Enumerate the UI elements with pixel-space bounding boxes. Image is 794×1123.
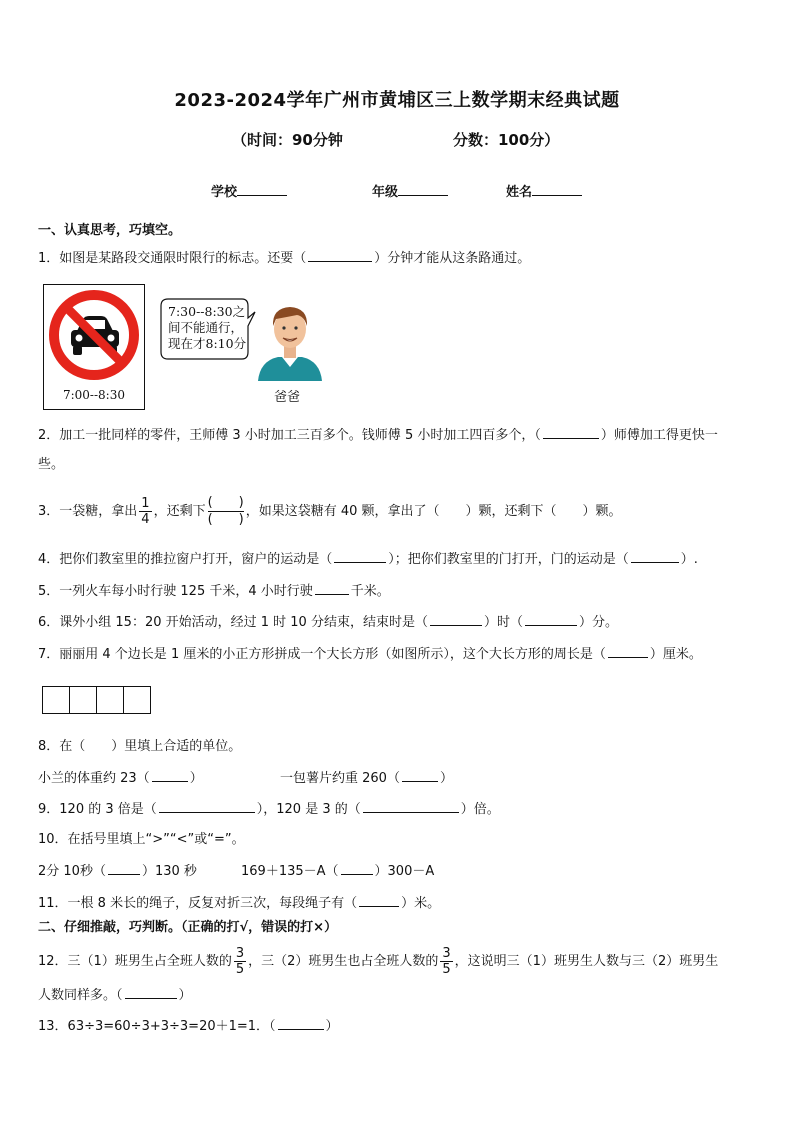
unit-square xyxy=(96,686,124,714)
question-1: 1．如图是某路段交通限时限行的标志。还要（ ）分钟才能从这条路通过。 xyxy=(38,251,531,266)
q12-fraction-2: $\frac{3}{5}$ xyxy=(442,946,451,977)
traffic-sign-figure xyxy=(43,284,145,410)
q1-blank[interactable] xyxy=(308,249,372,262)
question-10-b: 169＋135－A（ ）300－A xyxy=(241,864,435,879)
question-10-a: 2分 10秒（ ）130 秒 xyxy=(38,864,197,879)
q9-blank-1[interactable] xyxy=(159,800,255,813)
q12-blank[interactable] xyxy=(125,986,177,999)
question-7: 7．丽丽用 4 个边长是 1 厘米的小正方形拼成一个大长方形（如图所示），这个大长方形的周长是（ ）厘米。 xyxy=(38,647,702,662)
school-label: 学校 xyxy=(211,185,238,200)
q10-blank-1[interactable] xyxy=(108,862,140,875)
name-blank[interactable] xyxy=(532,183,582,196)
page-title: 2023-2024学年广州市黄埔区三上数学期末经典试题 xyxy=(174,90,620,111)
school-field[interactable] xyxy=(211,181,287,200)
grade-field[interactable] xyxy=(372,181,448,200)
q9-blank-2[interactable] xyxy=(363,800,459,813)
question-11: 11．一根 8 米长的绳子，反复对折三次，每段绳子有（ ）米。 xyxy=(38,896,441,911)
section-1-heading: 一、认真思考，巧填空。 xyxy=(38,223,182,238)
question-8: 8．在（ ）里填上合适的单位。 xyxy=(38,739,242,754)
exam-time: （时间：90分钟 xyxy=(232,131,343,149)
sign-caption: 7:00--8:30 xyxy=(62,388,125,402)
bubble-text: 7:30--8:30之 间不能通行， 现在才8:10分 xyxy=(168,304,247,351)
no-car-sign-icon xyxy=(44,285,144,385)
unit-square xyxy=(123,686,151,714)
unit-square xyxy=(42,686,70,714)
q7-blank[interactable] xyxy=(608,645,648,658)
question-12-cont: 人数同样多。（ ） xyxy=(38,988,192,1003)
dad-avatar xyxy=(254,299,326,381)
rectangle-figure xyxy=(42,686,151,714)
question-5: 5．一列火车每小时行驶 125 千米，4 小时行驶 千米。 xyxy=(38,584,390,599)
question-2-cont: 些。 xyxy=(38,457,65,472)
question-6: 6．课外小组 15：20 开始活动，经过 1 时 10 分结束，结束时是（ ）时（ ）分。 xyxy=(38,615,618,630)
q12-fraction-1: $\frac{3}{5}$ xyxy=(235,946,245,977)
question-8-b: 一包薯片约重 260（ ） xyxy=(280,771,453,786)
question-9: 9．120 的 3 倍是（ ），120 是 3 的（ ）倍。 xyxy=(38,802,500,817)
question-8-a: 小兰的体重约 23（ ） xyxy=(38,771,203,786)
question-2: 2．加工一批同样的零件，王师傅 3 小时加工三百多个。钱师傅 5 小时加工四百多个，（ ）师傅加工得更快一 xyxy=(38,428,718,443)
q4-blank-1[interactable] xyxy=(334,550,386,563)
question-10: 10．在括号里填上“>”“<”或“=”。 xyxy=(38,832,245,847)
grade-blank[interactable] xyxy=(398,183,448,196)
question-12: 12．三（1）班男生占全班人数的 $\frac{3}{5}$ ，三（2）班男生也占全班人数的 $\frac{3}{5}$ ，这说明三（1）班男生人数与三（2）班男生 xyxy=(38,946,719,977)
q13-blank[interactable] xyxy=(278,1017,324,1030)
q11-blank[interactable] xyxy=(359,894,399,907)
q6-blank-1[interactable] xyxy=(430,613,482,626)
q6-blank-2[interactable] xyxy=(525,613,577,626)
question-3: 3．一袋糖，拿出 $\frac{1}{4}$ ，还剩下 ( ) ( ) ，如果这袋糖有 40 颗，拿出了（ ）颗，还剩下（ ）颗。 xyxy=(38,495,622,527)
q5-blank[interactable] xyxy=(315,582,349,595)
section-2-heading: 二、仔细推敲，巧判断。（正确的打√，错误的打×） xyxy=(38,920,338,935)
q8-blank-2[interactable] xyxy=(402,769,438,782)
question-13: 13．63÷3=60÷3+3÷3=20＋1=1．（ ） xyxy=(38,1019,339,1034)
q10-blank-2[interactable] xyxy=(341,862,373,875)
name-label: 姓名 xyxy=(506,185,533,200)
q8-blank-1[interactable] xyxy=(152,769,188,782)
q2-blank[interactable] xyxy=(543,426,599,439)
grade-label: 年级 xyxy=(372,185,399,200)
question-4: 4．把你们教室里的推拉窗户打开，窗户的运动是（ ）；把你们教室里的门打开，门的运动是（ ）. xyxy=(38,552,698,567)
q3-paren-fraction[interactable]: ( ) ( ) xyxy=(207,495,244,527)
dad-label: 爸爸 xyxy=(274,390,301,405)
q4-blank-2[interactable] xyxy=(631,550,679,563)
name-field[interactable] xyxy=(506,181,582,200)
unit-square xyxy=(69,686,97,714)
exam-score: 分数：100分） xyxy=(453,131,560,149)
school-blank[interactable] xyxy=(237,183,287,196)
q3-fraction: $\frac{1}{4}$ xyxy=(141,496,150,527)
